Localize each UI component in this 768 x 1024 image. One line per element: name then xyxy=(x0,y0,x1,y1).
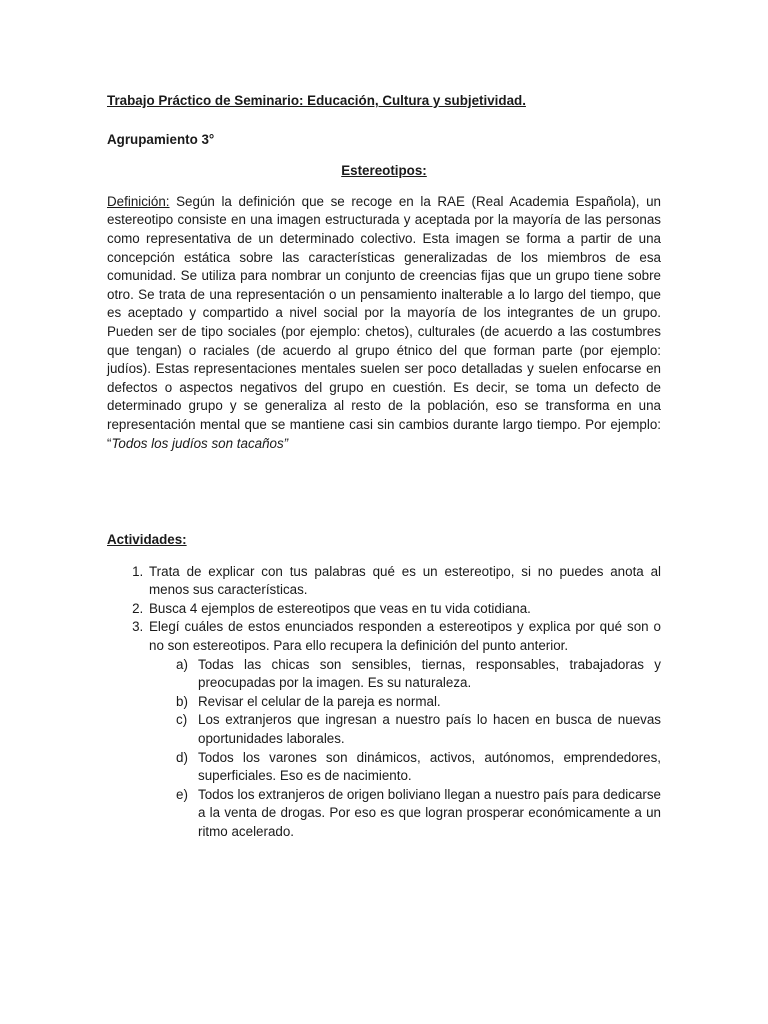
activity-text: Busca 4 ejemplos de estereotipos que veas en tu vida cotidiana. xyxy=(149,600,531,616)
activities-heading: Actividades: xyxy=(107,532,187,548)
list-item xyxy=(147,563,661,600)
section-heading: Estereotipos: xyxy=(341,163,427,179)
activities-list xyxy=(107,563,661,842)
subitem xyxy=(176,749,661,786)
subitem xyxy=(176,693,661,712)
group-label: Agrupamiento 3° xyxy=(107,131,215,147)
subitem-letter: c) xyxy=(176,712,188,728)
subitem-letter: a) xyxy=(176,656,188,672)
subitem xyxy=(176,711,661,748)
list-item xyxy=(147,600,661,619)
subitem-text: Todos los varones son dinámicos, activos, autónomos, emprendedores, superficiales. Eso es de nacimiento. xyxy=(198,749,661,784)
activity-subitems xyxy=(149,656,661,842)
definition-example: Todos los judíos son tacaños” xyxy=(111,435,289,451)
document-page xyxy=(107,92,661,842)
definition-paragraph xyxy=(107,193,661,453)
list-item xyxy=(147,618,661,841)
document-title: Trabajo Práctico de Seminario: Educación, Cultura y subjetividad. xyxy=(107,93,526,108)
subitem xyxy=(176,656,661,693)
subitem-letter: b) xyxy=(176,693,188,709)
subitem xyxy=(176,786,662,842)
subitem-text: Revisar el celular de la pareja es normal. xyxy=(198,693,441,709)
activity-text: Trata de explicar con tus palabras qué es un estereotipo, si no puedes anota al menos sus características. xyxy=(149,563,661,598)
definition-label: Definición: xyxy=(107,193,170,209)
subitem-text: Todos los extranjeros de origen boliviano llegan a nuestro país para dedicarse a la venta de drogas. Por eso es que logran prosperar económicamente a un ritmo acelerado. xyxy=(198,786,662,839)
subitem-text: Todas las chicas son sensibles, tiernas, responsables, trabajadoras y preocupadas por la imagen. Es su naturaleza. xyxy=(198,656,661,691)
subitem-text: Los extranjeros que ingresan a nuestro país lo hacen en busca de nuevas oportunidades laborales. xyxy=(198,712,661,747)
subitem-letter: d) xyxy=(176,749,188,765)
activity-text: Elegí cuáles de estos enunciados responden a estereotipos y explica por qué son o no son estereotipos. Para ello recupera la definición del punto anterior. xyxy=(149,619,661,654)
subitem-letter: e) xyxy=(176,786,188,802)
definition-text: Según la definición que se recoge en la RAE (Real Academia Española), un estereotipo consiste en una imagen estructurada y aceptada por la mayoría de las personas como representativa de un determinado colectivo. Esta imagen se forma a partir de una concepción estática sobre las características generalizadas de los miembros de esa comunidad. Se utiliza para nombrar un conjunto de creencias fijas que un grupo tiene sobre otro. Se trata de una representación o un pensamiento inalterable a lo largo del tiempo, que es aceptado y compartido a nivel social por la mayoría de los integrantes de un grupo. Pueden ser de tipo sociales (por ejemplo: chetos), culturales (de acuerdo a las costumbres que tengan) o raciales (de acuerdo al grupo étnico del que forman parte (por ejemplo: judíos). Estas representaciones mentales suelen ser poco detalladas y suelen enfocarse en defectos o aspectos negativos del grupo en cuestión. Es decir, se toma un defecto de determinado grupo y se generaliza al resto de la población, eso se transforma en una representación mental que se mantiene casi sin cambios durante largo tiempo. Por ejemplo: “ xyxy=(107,193,661,451)
